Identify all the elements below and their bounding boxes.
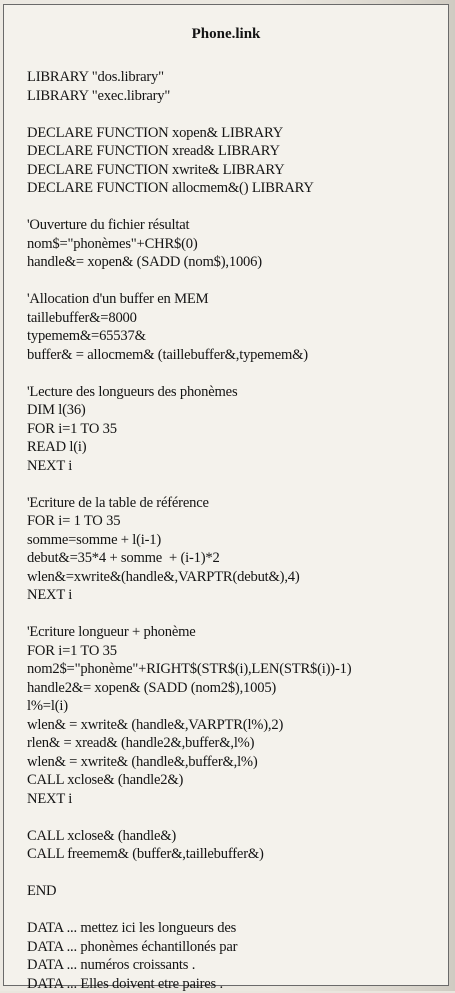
code-line: DECLARE FUNCTION allocmem&() LIBRARY — [27, 179, 447, 198]
code-line: CALL xclose& (handle&) — [27, 827, 447, 846]
code-line: NEXT i — [27, 586, 447, 605]
code-line: l%=l(i) — [27, 697, 447, 716]
code-line: DATA ... numéros croissants . — [27, 956, 447, 975]
code-line: NEXT i — [27, 457, 447, 476]
code-line: DATA ... Elles doivent etre paires . — [27, 975, 447, 993]
code-line: wlen& = xwrite& (handle&,buffer&,l%) — [27, 753, 447, 772]
code-line: DECLARE FUNCTION xread& LIBRARY — [27, 142, 447, 161]
code-line: FOR i= 1 TO 35 — [27, 512, 447, 531]
code-line: 'Allocation d'un buffer en MEM — [27, 290, 447, 309]
code-line: 'Ouverture du fichier résultat — [27, 216, 447, 235]
code-line: nom2$="phonème"+RIGHT$(STR$(i),LEN(STR$(i))-1) — [27, 660, 447, 679]
code-line: END — [27, 882, 447, 901]
code-line: FOR i=1 TO 35 — [27, 642, 447, 661]
code-block — [27, 494, 447, 605]
code-block — [27, 290, 447, 364]
code-block — [27, 882, 447, 901]
code-line: debut&=35*4 + somme + (i-1)*2 — [27, 549, 447, 568]
code-line: CALL freemem& (buffer&,taillebuffer&) — [27, 845, 447, 864]
code-line: rlen& = xread& (handle2&,buffer&,l%) — [27, 734, 447, 753]
code-line: CALL xclose& (handle2&) — [27, 771, 447, 790]
code-line: DATA ... mettez ici les longueurs des — [27, 919, 447, 938]
listing-frame — [3, 4, 449, 986]
code-block — [27, 919, 447, 993]
code-block — [27, 124, 447, 198]
code-line: LIBRARY "dos.library" — [27, 68, 447, 87]
code-line: nom$="phonèmes"+CHR$(0) — [27, 235, 447, 254]
code-line: 'Ecriture longueur + phonème — [27, 623, 447, 642]
code-line: wlen& = xwrite& (handle&,VARPTR(l%),2) — [27, 716, 447, 735]
code-line: DATA ... phonèmes échantillonés par — [27, 938, 447, 957]
code-line: 'Ecriture de la table de référence — [27, 494, 447, 513]
code-block — [27, 68, 447, 105]
code-line: DIM l(36) — [27, 401, 447, 420]
code-block — [27, 383, 447, 476]
code-line: handle&= xopen& (SADD (nom$),1006) — [27, 253, 447, 272]
code-block — [27, 623, 447, 808]
code-line: wlen&=xwrite&(handle&,VARPTR(debut&),4) — [27, 568, 447, 587]
code-line: buffer& = allocmem& (taillebuffer&,typemem&) — [27, 346, 447, 365]
code-line: handle2&= xopen& (SADD (nom2$),1005) — [27, 679, 447, 698]
code-line: taillebuffer&=8000 — [27, 309, 447, 328]
code-line: DECLARE FUNCTION xwrite& LIBRARY — [27, 161, 447, 180]
code-line: 'Lecture des longueurs des phonèmes — [27, 383, 447, 402]
code-line: READ l(i) — [27, 438, 447, 457]
code-line: DECLARE FUNCTION xopen& LIBRARY — [27, 124, 447, 143]
code-block — [27, 216, 447, 272]
code-listing — [27, 68, 447, 993]
listing-title: Phone.link — [4, 26, 448, 43]
code-line: NEXT i — [27, 790, 447, 809]
code-block — [27, 827, 447, 864]
code-line: somme=somme + l(i-1) — [27, 531, 447, 550]
code-line: LIBRARY "exec.library" — [27, 87, 447, 106]
code-line: typemem&=65537& — [27, 327, 447, 346]
code-line: FOR i=1 TO 35 — [27, 420, 447, 439]
